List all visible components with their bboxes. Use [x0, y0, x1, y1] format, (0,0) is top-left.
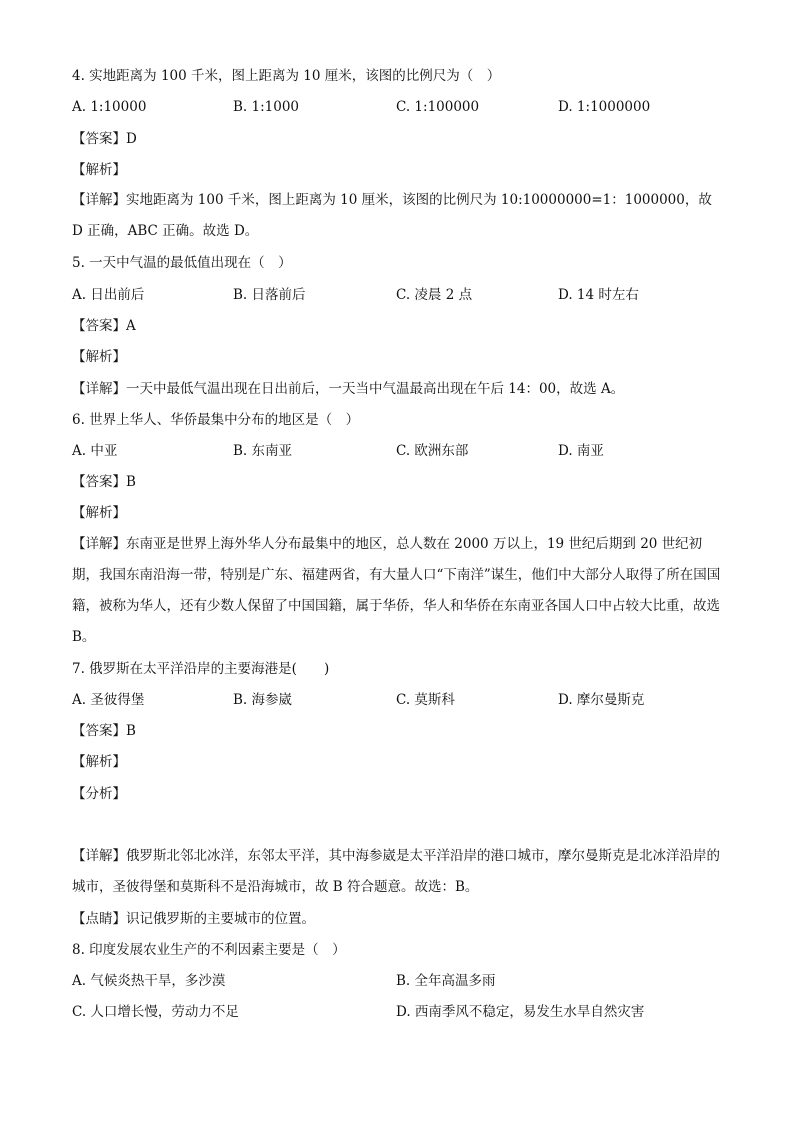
q7-analysis-label: 【解析】: [72, 754, 126, 770]
q6-option-a: A. 中亚: [72, 443, 118, 459]
q5-detail: 【详解】一天中最低气温出现在日出前后，一天当中气温最高出现在午后 14：00，故选 A。: [72, 381, 625, 397]
q4-option-a: A. 1:10000: [72, 99, 147, 115]
q7-answer: 【答案】B: [72, 723, 136, 739]
q4-stem: 4. 实地距离为 100 千米，图上距离为 10 厘米，该图的比例尺为（ ）: [72, 68, 501, 84]
q4-option-b: B. 1:1000: [233, 99, 299, 115]
q5-option-a: A. 日出前后: [72, 287, 145, 303]
q6-answer: 【答案】B: [72, 474, 136, 490]
q5-option-d: D. 14 时左右: [558, 287, 639, 303]
q5-option-b: B. 日落前后: [233, 287, 306, 303]
q4-answer: 【答案】D: [72, 131, 137, 147]
q4-option-d: D. 1:1000000: [558, 99, 651, 115]
q7-detail: 【详解】俄罗斯北邻北冰洋，东邻太平洋，其中海参崴是太平洋沿岸的港口城市，摩尔曼斯克是北冰洋沿岸的城市，圣彼得堡和莫斯科不是沿海城市，故 B 符合题意。故选：B。: [72, 848, 720, 895]
q6-stem: 6. 世界上华人、华侨最集中分布的地区是（ ）: [72, 412, 360, 428]
q6-option-c: C. 欧洲东部: [396, 443, 469, 459]
q8-stem: 8. 印度发展农业生产的不利因素主要是（ ）: [72, 942, 346, 958]
q8-option-d: D. 西南季风不稳定，易发生水旱自然灾害: [396, 1004, 645, 1020]
q5-analysis-label: 【解析】: [72, 349, 126, 365]
q6-option-d: D. 南亚: [558, 443, 604, 459]
q5-stem: 5. 一天中气温的最低值出现在（ ）: [72, 255, 292, 271]
q6-analysis-label: 【解析】: [72, 505, 126, 521]
q8-option-b: B. 全年高温多雨: [396, 973, 496, 989]
q7-option-d: D. 摩尔曼斯克: [558, 692, 645, 708]
q7-dianjing: 【点睛】识记俄罗斯的主要城市的位置。: [72, 911, 315, 927]
q4-analysis-label: 【解析】: [72, 162, 126, 178]
q8-option-c: C. 人口增长慢，劳动力不足: [72, 1004, 239, 1020]
q7-stem: 7. 俄罗斯在太平洋沿岸的主要海港是( ): [72, 661, 330, 677]
q7-option-b: B. 海参崴: [233, 692, 293, 708]
q4-detail: 【详解】实地距离为 100 千米，图上距离为 10 厘米，该图的比例尺为 10:10000000=1：1000000，故 D 正确，ABC 正确。故选 D。: [72, 192, 712, 239]
q4-option-c: C. 1:100000: [396, 99, 480, 115]
q7-option-a: A. 圣彼得堡: [72, 692, 145, 708]
q7-option-c: C. 莫斯科: [396, 692, 455, 708]
q8-option-a: A. 气候炎热干旱，多沙漠: [72, 973, 226, 989]
q7-fenxi-label: 【分析】: [72, 786, 126, 802]
q6-detail: 【详解】东南亚是世界上海外华人分布最集中的地区，总人数在 2000 万以上，19 世纪后期到 20 世纪初期，我国东南沿海一带，特别是广东、福建两省，有大量人口“下南洋”谋生，他们中大部分人取得了所在国国籍，被称为华人，还有少数人保留了中国国籍，属于华侨，华人和华侨在东南亚各国人口中占较大比重，故选 B。: [72, 536, 721, 645]
q5-answer: 【答案】A: [72, 318, 136, 334]
q6-option-b: B. 东南亚: [233, 443, 293, 459]
q5-option-c: C. 凌晨 2 点: [396, 287, 473, 303]
